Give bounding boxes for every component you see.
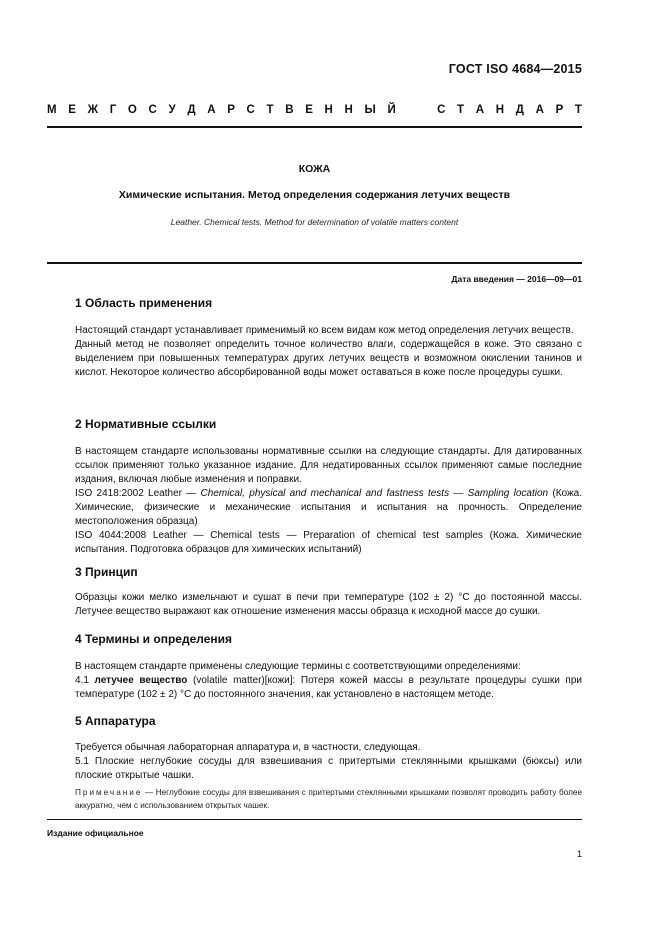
term-number: 4.1 — [75, 675, 95, 686]
note-text: — Неглубокие сосуды для взвешивания с притертыми стеклянными крышками позволят проводить работу более аккуратно, чем с использованием открытых чашек. — [75, 788, 582, 810]
section-1-para-1: Настоящий стандарт устанавливает применимый ко всем видам кож метод определения летучих веществ. — [75, 325, 574, 336]
section-1-heading: 1 Область применения — [75, 296, 213, 310]
banner-letter: Т — [457, 104, 465, 116]
reference-iso-4044: ISO 4044:2008 Leather — Chemical tests — Preparation of chemical test samples (Кожа. Химические испытания. Подготовка образцов для химических испытаний) — [75, 530, 582, 555]
section-4-text — [47, 660, 582, 702]
standard-code: ГОСТ ISO 4684—2015 — [448, 62, 582, 76]
banner-letter: У — [168, 104, 176, 116]
section-3-text — [47, 591, 582, 619]
introduction-date: Дата введения — 2016—09—01 — [451, 274, 582, 284]
section-5-text — [47, 741, 582, 783]
footer-rule — [47, 819, 582, 820]
note-label: Примечание — [75, 788, 143, 797]
section-5-heading: 5 Аппаратура — [75, 714, 156, 728]
interstate-standard-banner — [47, 104, 582, 116]
banner-letter: Е — [305, 104, 313, 116]
banner-letter: Н — [324, 104, 333, 116]
banner-letter: М — [47, 104, 57, 116]
title-rule — [47, 262, 582, 264]
banner-letter: Ж — [87, 104, 99, 116]
section-4-heading: 4 Термины и определения — [75, 632, 233, 646]
banner-letter: Ы — [364, 104, 376, 116]
english-title: Leather. Chemical tests. Method for determination of volatile matters content — [170, 217, 459, 227]
banner-gap — [407, 104, 425, 116]
ref-1-title: Chemical, physical and mechanical and fastness tests — Sampling location — [200, 488, 549, 499]
section-5-para-1: Требуется обычная лабораторная аппаратура и, в частности, следующая. — [75, 742, 421, 753]
banner-letter: Д — [515, 104, 524, 116]
section-4-para-1: В настоящем стандарте применены следующие термины с соответствующими определениями: — [75, 661, 521, 672]
banner-letter: С — [148, 104, 157, 116]
reference-iso-2418 — [47, 487, 582, 529]
banner-letter: Н — [495, 104, 505, 116]
section-1-para-2: Данный метод не позволяет определить точное количество влаги, содержащейся в коже. Это связано с выделением при повышенных температурах других летучих веществ и возможном окислении танинов и кислот. Некоторое количество абсорбированной воды может оставаться в коже после процедуры сушки. — [75, 339, 582, 378]
document-title: КОЖА — [298, 163, 331, 175]
top-rule — [47, 126, 582, 128]
section-1-text — [47, 324, 582, 380]
section-2-para-1: В настоящем стандарте использованы нормативные ссылки на следующие стандарты. Для датированных ссылок применяют только указанное издание. Для недатированных ссылок применяют самые последние издания, включая любые изменения и поправки. — [75, 446, 582, 485]
document-subtitle: Химические испытания. Метод определения содержания летучих веществ — [118, 189, 511, 201]
banner-letter: А — [475, 104, 485, 116]
section-2-text — [47, 445, 582, 557]
banner-letter: С — [246, 104, 255, 116]
term-name: летучее вещество — [94, 675, 188, 686]
section-3-heading: 3 Принцип — [75, 565, 138, 579]
banner-letter: О — [127, 104, 137, 116]
banner-letter: А — [535, 104, 544, 116]
section-5-para-2: 5.1 Плоские неглубокие сосуды для взвешивания с притертыми стеклянными крышками (бюксы) или плоские открытые чашки. — [75, 756, 582, 781]
banner-letter: Р — [555, 104, 564, 116]
term-definition: (volatile matter)[кожи]: Потеря кожей массы в результате процедуры сушки при температуре (102 ± 2) °С до постоянного значения, как установлено в настоящем методе. — [75, 675, 582, 700]
official-edition-label: Издание официальное — [47, 828, 144, 838]
banner-letter: С — [437, 104, 446, 116]
page-number: 1 — [576, 849, 582, 859]
section-3-para-1: Образцы кожи мелко измельчают и сушат в печи при температуре (102 ± 2) °С до постоянной массы. Летучее вещество выражают как отношение изменения массы образца к исходной массе до сушки. — [75, 592, 582, 617]
banner-letter: Й — [387, 104, 396, 116]
ref-1-translation: (Кожа. Химические, физические и механические испытания и испытания на прочность. Определение местоположения образца) — [75, 488, 583, 527]
banner-letter: Е — [68, 104, 76, 116]
section-2-heading: 2 Нормативные ссылки — [75, 417, 217, 431]
banner-letter: Р — [227, 104, 235, 116]
banner-letter: В — [285, 104, 294, 116]
banner-letter: Г — [109, 104, 117, 116]
banner-letter: А — [207, 104, 216, 116]
banner-letter: Т — [266, 104, 274, 116]
term-4-1 — [47, 674, 582, 702]
banner-letter: Н — [344, 104, 353, 116]
banner-letter: Д — [187, 104, 196, 116]
ref-1-code: ISO 2418:2002 Leather — — [75, 488, 201, 499]
section-5-note — [47, 787, 582, 812]
banner-letter: Т — [574, 104, 582, 116]
